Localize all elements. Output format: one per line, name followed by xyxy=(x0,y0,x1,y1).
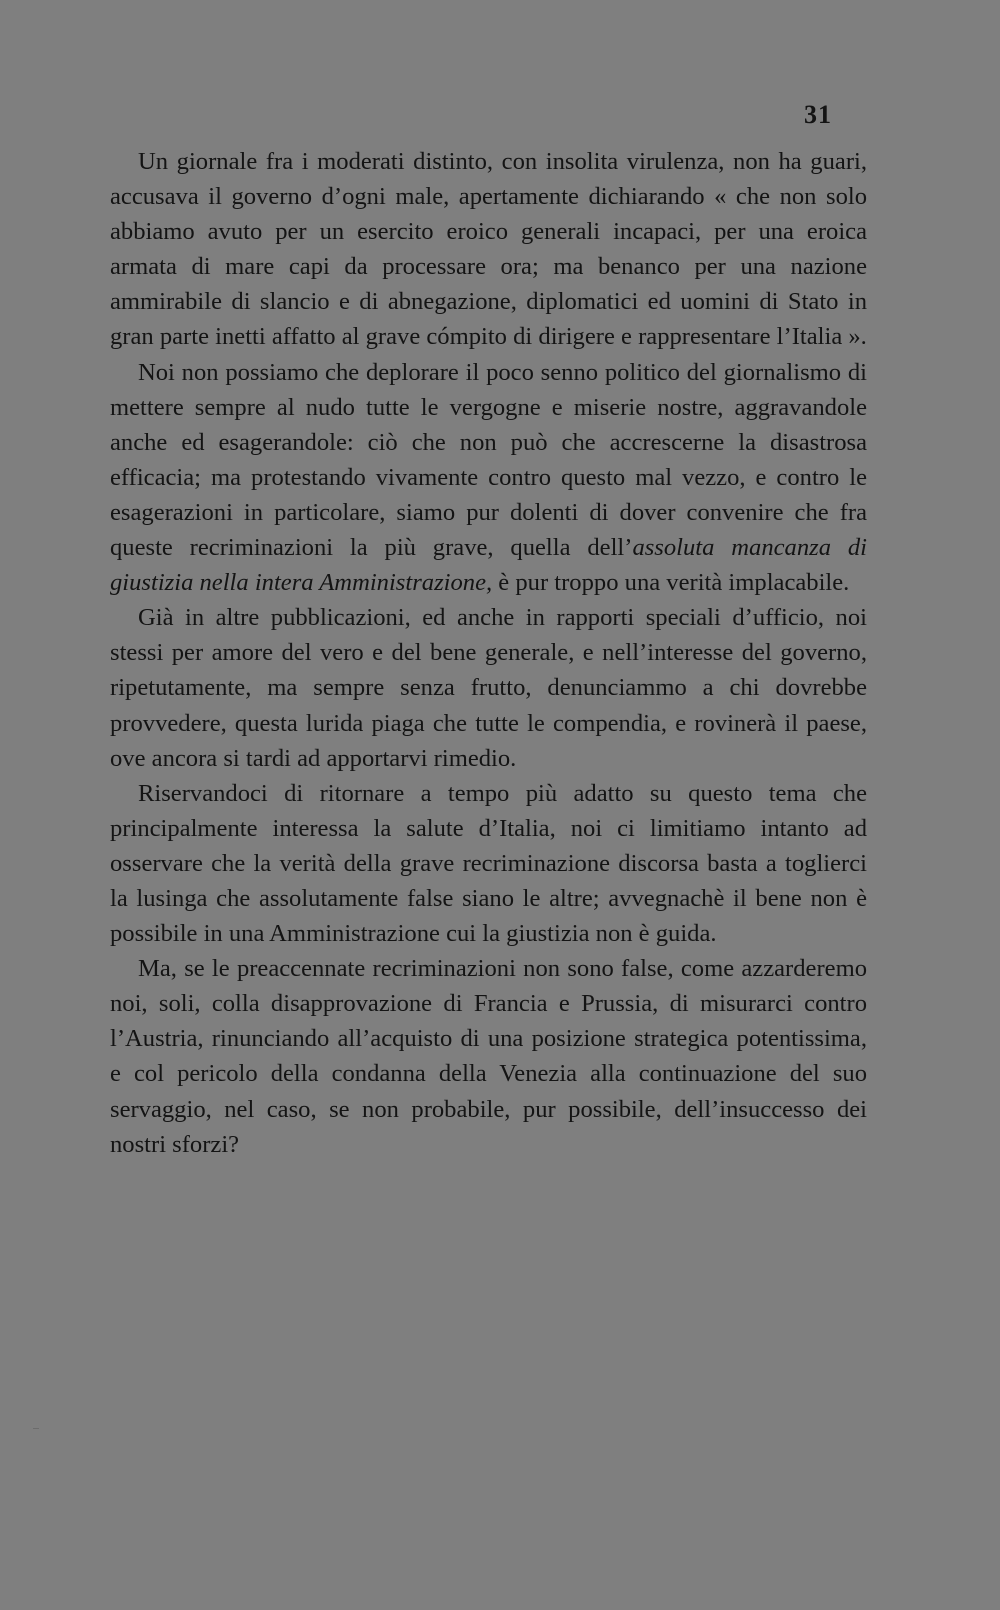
paragraph-2 xyxy=(110,355,867,601)
paragraph-2-text-after: è pur troppo una verità implacabile. xyxy=(492,569,850,597)
paragraph-5: Ma, se le preaccennate recriminazioni non sono false, come azzarderemo noi, soli, colla disapprovazione di Francia e Prussia, di misurarci contro l’Austria, rinunciando all’acquisto di una posizione strategica potentissima, e col pericolo della condanna della Venezia alla continuazione del suo servaggio, nel caso, se non probabile, pur possibile, dell’insuccesso dei nostri sforzi? xyxy=(110,955,867,1158)
page-number: 31 xyxy=(804,100,832,129)
paragraph-2-italic-phrase: assoluta mancanza di giustizia nella intera Amministrazione, xyxy=(110,534,867,597)
page-body xyxy=(110,144,867,1162)
scan-speck xyxy=(33,1428,39,1429)
paragraph-4: Riservandoci di ritornare a tempo più adatto su questo tema che principalmente interessa la salute d’Italia, noi ci limitiamo intanto ad osservare che la verità della grave recriminazione discorsa basta a toglierci la lusinga che assolutamente false siano le altre; avvegnachè il bene non è possibile in una Amministrazione cui la giustizia non è guida. xyxy=(110,779,867,948)
paragraph-2-text-before: Noi non possiamo che deplorare il poco senno politico del giornalismo di mettere sempre al nudo tutte le vergogne e miserie nostre, aggravandole anche ed esagerandole: ciò che non può che accrescerne la disastrosa efficacia; ma protestando vivamente contro questo mal vezzo, e contro le esagerazioni in particolare, siamo pur dolenti di dover convenire che fra queste recriminazioni la più grave, quella dell’ xyxy=(110,358,867,562)
paragraph-1: Un giornale fra i moderati distinto, con insolita virulenza, non ha guari, accusava il governo d’ogni male, apertamente dichiarando « che non solo abbiamo avuto per un esercito eroico generali incapaci, per una eroica armata di mare capi da processare ora; ma benanco per una nazione ammirabile di slancio e di abnegazione, diplomatici ed uomini di Stato in gran parte inetti affatto al grave cómpito di dirigere e rappresentare l’Italia ». xyxy=(110,148,867,351)
paragraph-3: Già in altre pubblicazioni, ed anche in rapporti speciali d’ufficio, noi stessi per amore del vero e del bene generale, e nell’interesse del governo, ripetutamente, ma sempre senza frutto, denunciammo a chi dovrebbe provvedere, questa lurida piaga che tutte le compendia, e rovinerà il paese, ove ancora si tardi ad apportarvi rimedio. xyxy=(110,604,867,772)
